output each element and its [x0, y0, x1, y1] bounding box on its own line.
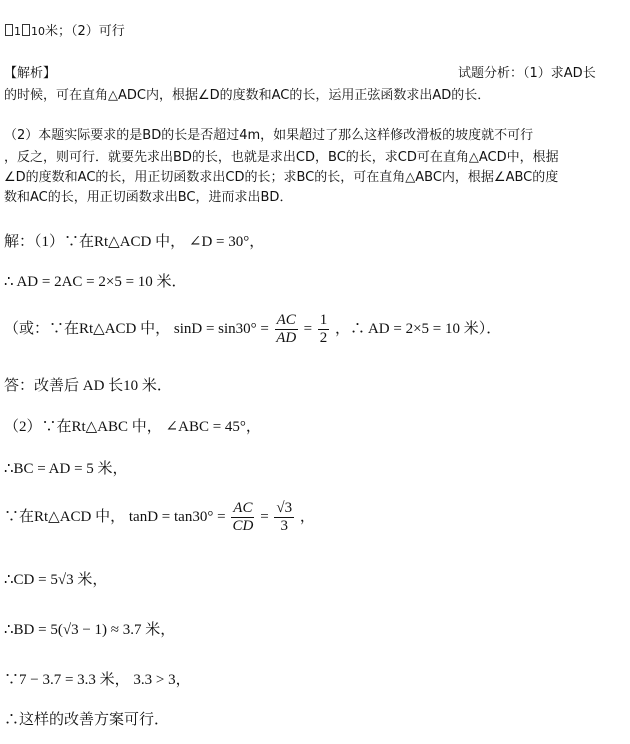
- solution-step-6: ∴BC = AD = 5 米，: [4, 461, 128, 477]
- solution-step-10: ∵7 − 3.7 = 3.3 米， 3.3 > 3，: [4, 672, 191, 688]
- analysis-label: 试题分析：（1）求AD长: [458, 66, 596, 81]
- solution-step-8: ∴CD = 5√3 米，: [4, 572, 108, 588]
- placeholder-box-icon: [5, 24, 13, 36]
- analysis-p2c: ∠D的度数和AC的长，用正切函数求出CD的长；求BC的长，可在直角△ABC内，根据∠ABC的度: [4, 170, 559, 185]
- fraction-one-half: $\frac{1}{2}$: [319, 312, 328, 346]
- solution-step-1: 解：（1）∵在Rt△ACD 中， ∠D = 30°，: [4, 234, 265, 250]
- analysis-p2b: ，反之，则可行．就要先求出BD的长，也就是求出CD，BC的长，求CD可在直角△ACD中，根据: [4, 150, 559, 165]
- placeholder-box-icon: [22, 24, 30, 36]
- solution-step-11: ∴这样的改善方案可行．: [4, 712, 170, 728]
- solution-step-5: （2）∵在Rt△ABC 中， ∠ABC = 45°，: [4, 419, 261, 435]
- fraction-ac-cd: $\frac{AC}{CD}$: [232, 500, 254, 534]
- analysis-p1b: 的时候，可在直角△ADC内，根据∠D的度数和AC的长，运用正弦函数求出AD的长．: [4, 88, 491, 103]
- fraction-sqrt3-3: $\frac{√3}{3}$: [276, 500, 293, 534]
- analysis-p2a: （2）本题实际要求的是BD的长是否超过4m，如果超过了那么这样修改滑板的坡度就不可行: [4, 128, 534, 143]
- solution-step-2: ∴ AD = 2AC = 2×5 = 10 米．: [4, 274, 187, 290]
- solution-step-4: 答：改善后 AD 长10 米．: [4, 378, 172, 394]
- answer-line: 1 10米；（2）可行: [4, 20, 125, 39]
- analysis-title: 【解析】: [4, 66, 57, 81]
- analysis-p2d: 数和AC的长，用正切函数求出BC，进而求出BD．: [4, 190, 293, 205]
- fraction-ac-ad: $\frac{AC}{AD}$: [276, 312, 297, 346]
- solution-step-3: （或：∵在Rt△ACD 中， sinD = sin30° = $\frac{AC}{AD}$ = $\frac{1}{2}$ ，∴ AD = 2×5 = 10 米）．: [4, 312, 502, 346]
- analysis-p1a: （1）求AD长: [523, 66, 596, 81]
- solution-step-7: ∵在Rt△ACD 中， tanD = tan30° = $\frac{AC}{CD}$ = $\frac{√3}{3}$ ，: [4, 500, 315, 534]
- solution-step-9: ∴BD = 5(√3 − 1) ≈ 3.7 米，: [4, 622, 176, 638]
